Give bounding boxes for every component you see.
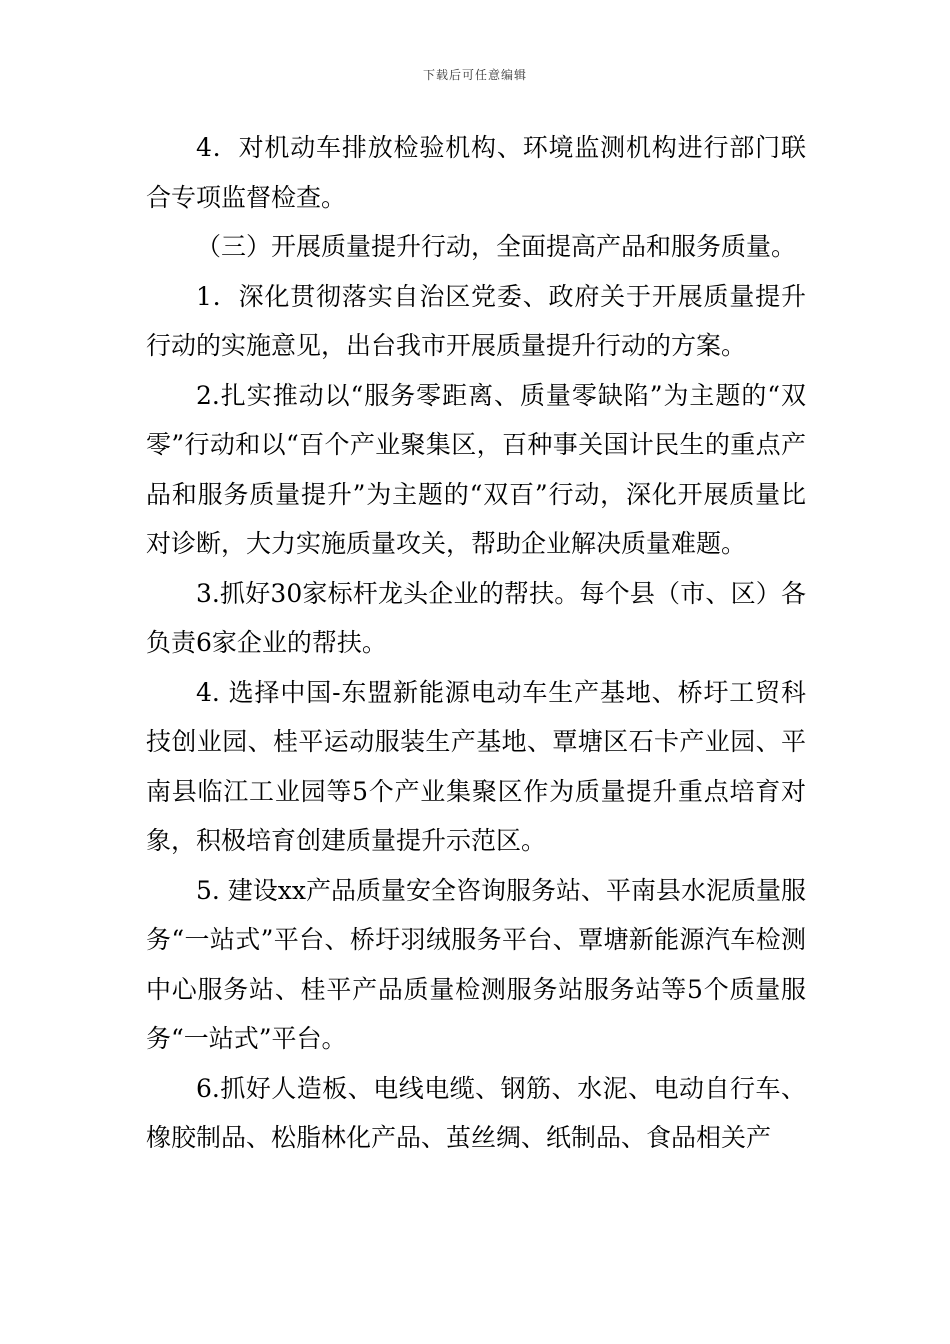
paragraph-item-5: 5. 建设xx产品质量安全咨询服务站、平南县水泥质量服务“一站式”平台、桥圩羽绒服务平台、覃塘新能源汽车检测中心服务站、桂平产品质量检测服务站服务站等5个质量服务“一站式”平台。 (146, 875, 806, 1053)
document-body (146, 123, 806, 1163)
paragraph-item-3: 3.抓好30家标杆龙头企业的帮扶。每个县（市、区）各负责6家企业的帮扶。 (146, 578, 806, 657)
section-heading-quality-improvement: （三）开展质量提升行动，全面提高产品和服务质量。 (196, 232, 797, 261)
paragraph-item-2: 2.扎实推动以“服务零距离、质量零缺陷”为主题的“双零”行动和以“百个产业聚集区，百种事关国计民生的重点产品和服务质量提升”为主题的“双百”行动，深化开展质量比对诊断，大力实施质量攻关，帮助企业解决质量难题。 (146, 380, 806, 558)
paragraph-item-4-inspection: 4．对机动车排放检验机构、环境监测机构进行部门联合专项监督检查。 (146, 133, 806, 212)
page-header-note: 下载后可任意编辑 (422, 68, 527, 82)
paragraph-item-4: 4. 选择中国-东盟新能源电动车生产基地、桥圩工贸科技创业园、桂平运动服装生产基地、覃塘区石卡产业园、平南县临江工业园等5个产业集聚区作为质量提升重点培育对象，积极培育创建质量提升示范区。 (146, 677, 806, 855)
paragraph-item-1: 1．深化贯彻落实自治区党委、政府关于开展质量提升行动的实施意见，出台我市开展质量提升行动的方案。 (146, 281, 806, 360)
paragraph-item-6: 6.抓好人造板、电线电缆、钢筋、水泥、电动自行车、橡胶制品、松脂林化产品、茧丝绸、纸制品、食品相关产 (146, 1073, 806, 1152)
